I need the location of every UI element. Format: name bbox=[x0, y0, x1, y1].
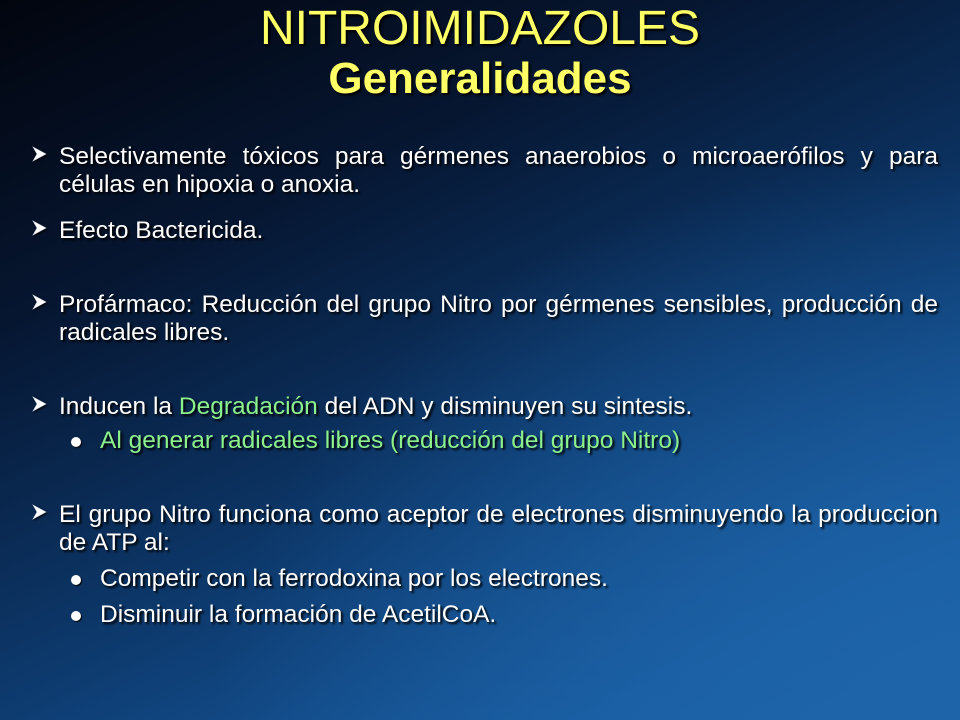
slide-title bbox=[0, 4, 960, 104]
bullet-text-4-after: del ADN y disminuyen su sintesis. bbox=[317, 393, 693, 420]
title-line-1: NITROIMIDAZOLES bbox=[259, 2, 701, 55]
arrowhead-bullet-icon bbox=[30, 145, 48, 163]
round-dot-bullet-icon bbox=[71, 575, 81, 585]
round-dot-bullet-icon bbox=[71, 611, 81, 621]
subbullet-text-3: Disminuir la formación de AcetilCoA. bbox=[100, 601, 497, 628]
bullet-text-1: Selectivamente tóxicos para gérmenes anaerobios o microaerófilos y para células en hipoxia o anoxia. bbox=[59, 143, 938, 198]
subbullet-item-2 bbox=[28, 565, 938, 593]
subbullet-text-2: Competir con la ferrodoxina por los electrones. bbox=[100, 565, 608, 592]
subbullet-item-1 bbox=[28, 427, 938, 455]
bullet-text-5: El grupo Nitro funciona como aceptor de electrones disminuyendo la produccion de ATP al: bbox=[59, 501, 938, 556]
bullet-text-2: Efecto Bactericida. bbox=[59, 217, 264, 244]
highlight-degradacion: Degradación bbox=[178, 393, 318, 420]
bullet-item-4 bbox=[28, 393, 938, 421]
bullet-item-3 bbox=[28, 291, 938, 347]
arrowhead-bullet-icon bbox=[30, 503, 48, 521]
bullet-item-1 bbox=[28, 143, 938, 199]
bullet-text-3: Profármaco: Reducción del grupo Nitro por gérmenes sensibles, producción de radicales libres. bbox=[59, 291, 938, 346]
slide-body bbox=[28, 143, 938, 629]
round-dot-bullet-icon bbox=[71, 437, 81, 447]
arrowhead-bullet-icon bbox=[30, 219, 48, 237]
bullet-item-5 bbox=[28, 501, 938, 557]
bullet-text-4-before: Inducen la bbox=[59, 393, 179, 420]
subbullet-item-3 bbox=[28, 601, 938, 629]
subbullet-text-1: Al generar radicales libres (reducción del grupo Nitro) bbox=[100, 427, 681, 454]
arrowhead-bullet-icon bbox=[30, 395, 48, 413]
arrowhead-bullet-icon bbox=[30, 293, 48, 311]
bullet-item-2 bbox=[28, 217, 938, 245]
title-line-2: Generalidades bbox=[328, 54, 632, 103]
